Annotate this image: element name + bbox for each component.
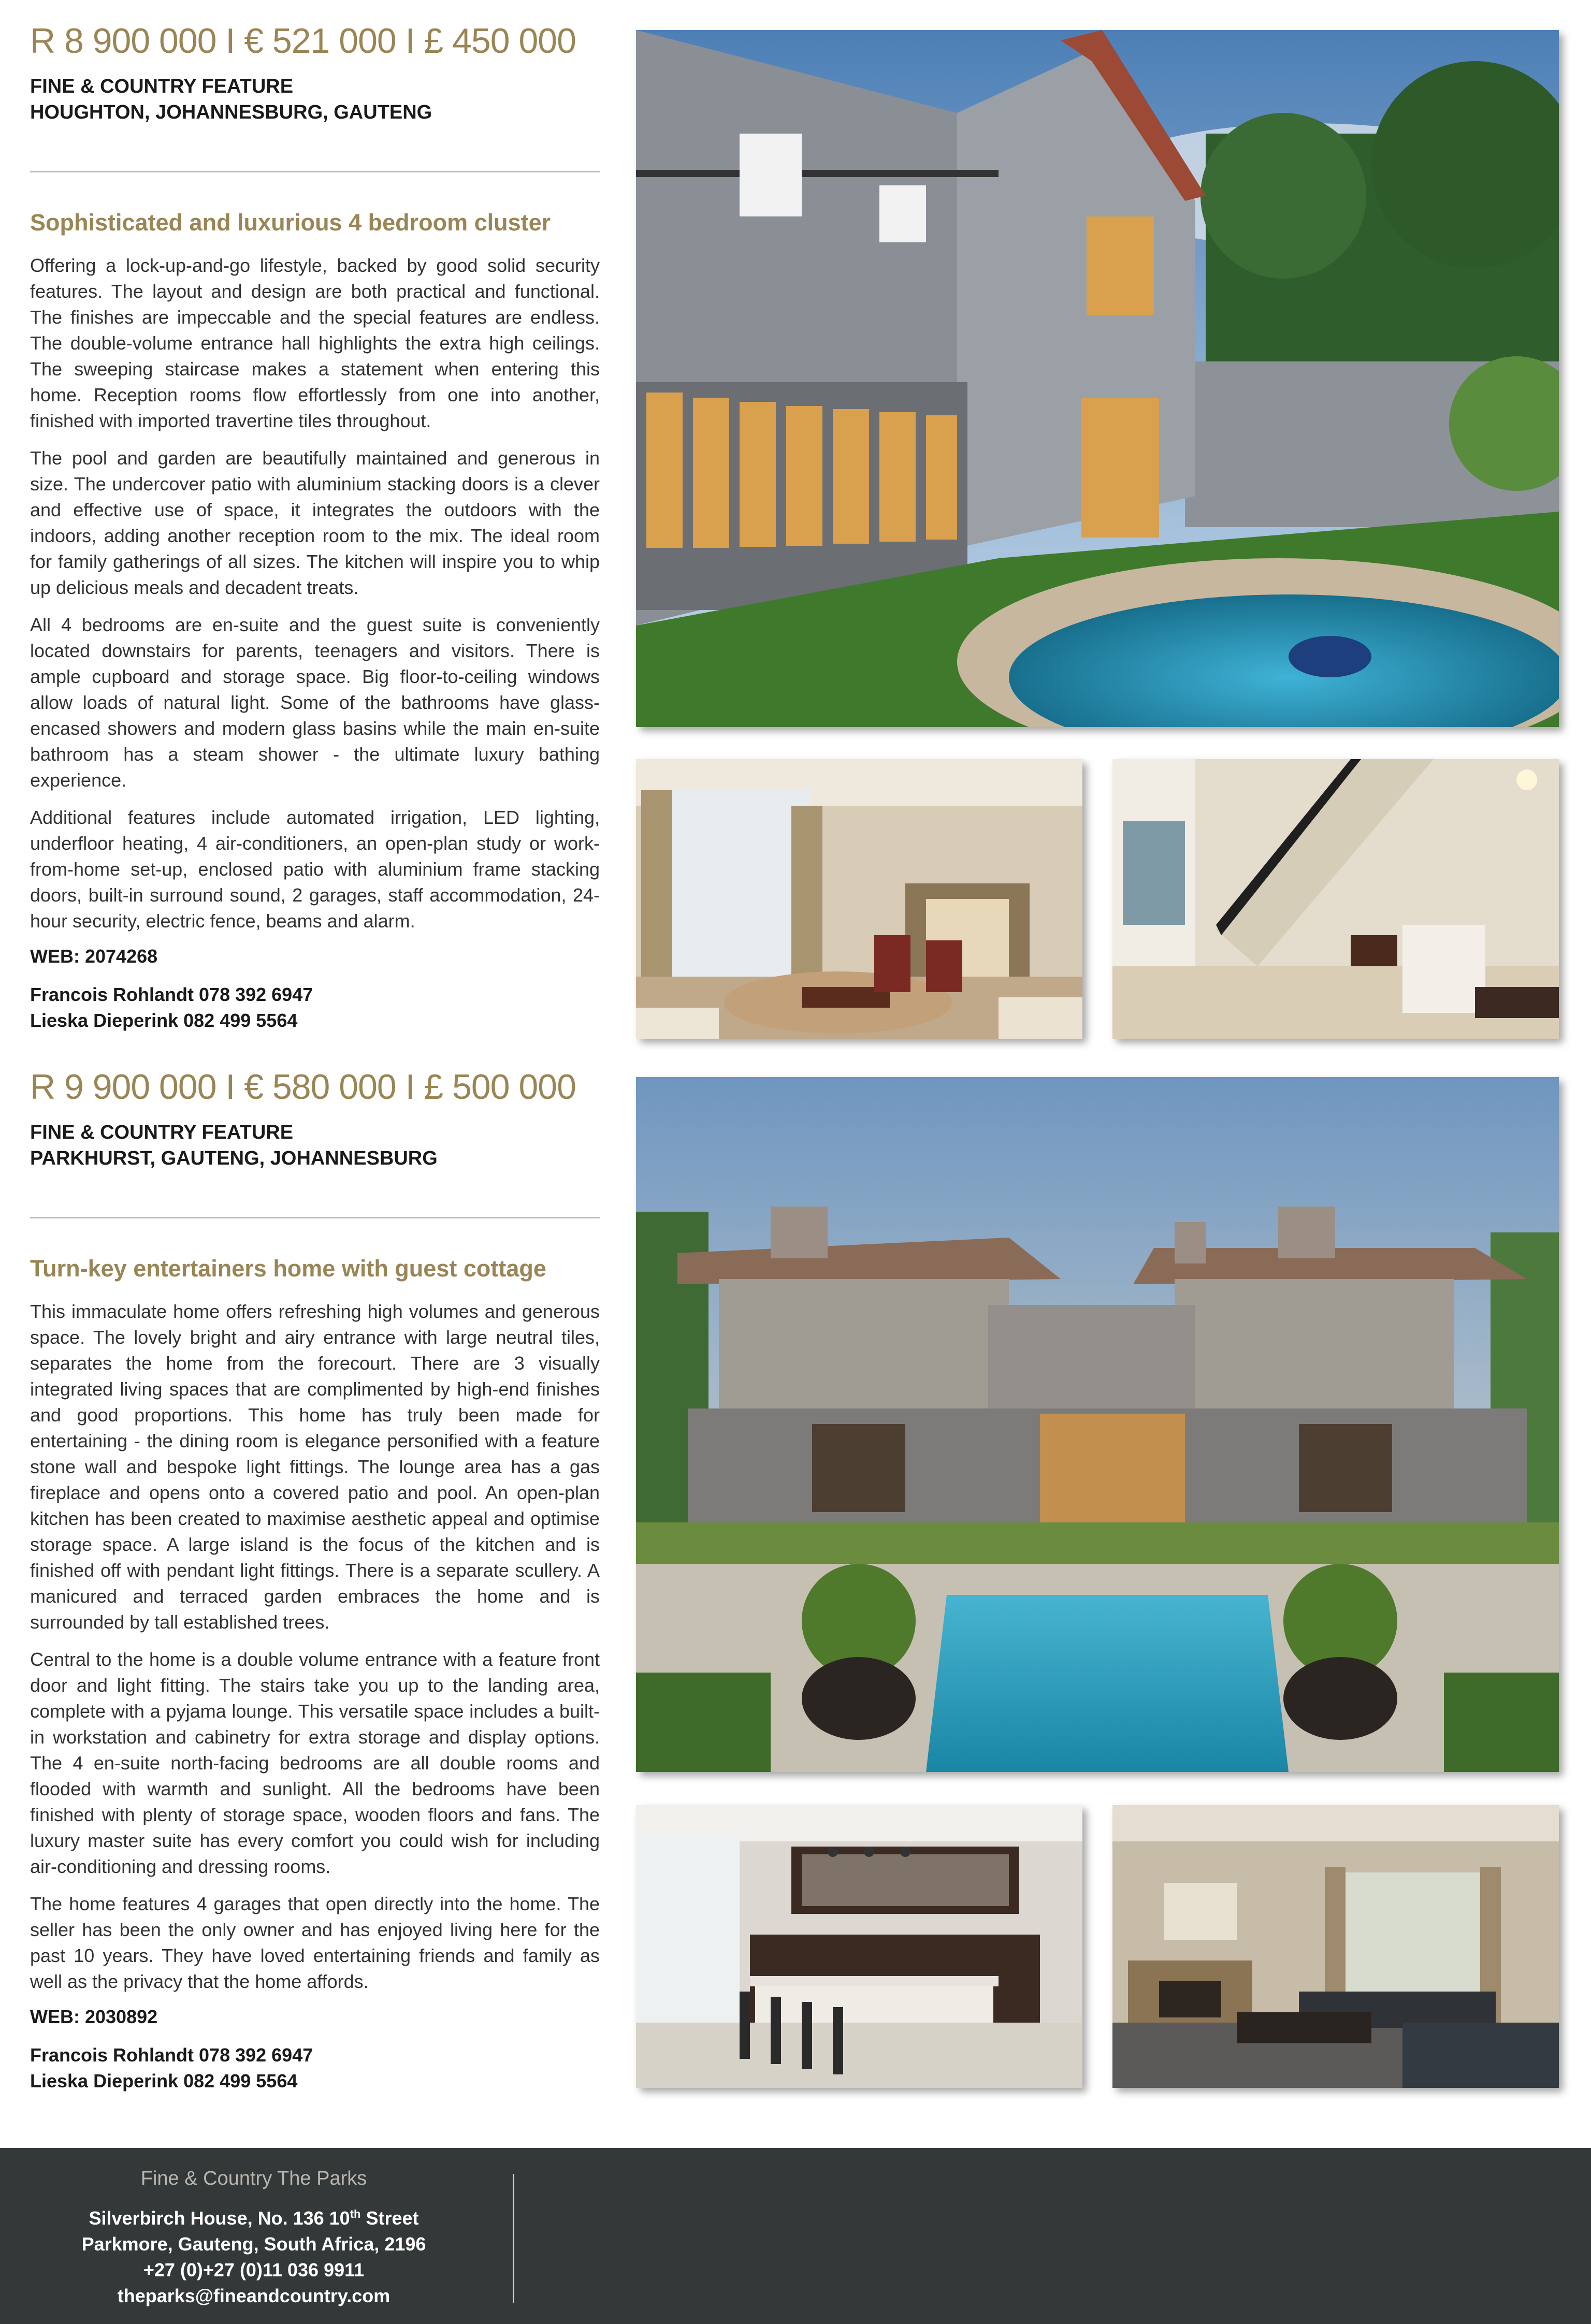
listing-location: PARKHURST, GAUTENG, JOHANNESBURG	[30, 1148, 438, 1169]
listing-description	[30, 1299, 600, 2094]
feature-label: FINE & COUNTRY FEATURE	[30, 1122, 294, 1143]
agent-contact: Lieska Dieperink 082 499 5564	[30, 1010, 298, 1031]
photo-entrance-staircase	[1112, 759, 1559, 1039]
description-paragraph: All 4 bedrooms are en-suite and the guest suite is conveniently located downstairs for parents, teenagers and visitors. There is ample cupboard and storage space. Big floor-to-ceiling windows allow loads of natural light. Some of the bathrooms have glass-encased showers and modern glass basins while the main en-suite bathroom has a steam shower - the ultimate luxury bathing experience.	[30, 614, 600, 791]
listing-price: R 8 900 000 I € 521 000 I £ 450 000	[30, 21, 576, 61]
listing-headline: Sophisticated and luxurious 4 bedroom cluster	[30, 209, 551, 236]
photo-lounge	[1112, 1805, 1559, 2088]
footer	[0, 2148, 1591, 2324]
office-details	[78, 2168, 430, 2309]
description-paragraph: Offering a lock-up-and-go lifestyle, backed by good solid security features. The layout and design are both practical and functional. The finishes are impeccable and the special features are endless. The double-volume entrance hall highlights the extra high ceilings. The sweeping staircase makes a statement when entering this home. Reception rooms flow effortlessly from one into another, finished with imported travertine tiles throughout.	[30, 255, 600, 431]
agent-contact: Francois Rohlandt 078 392 6947	[30, 2044, 313, 2066]
listing-location: HOUGHTON, JOHANNESBURG, GAUTENG	[30, 101, 432, 123]
office-name: Fine & Country The Parks	[140, 2168, 367, 2189]
address-line: Silverbirch House, No. 136 10th Street	[89, 2207, 419, 2229]
agent-contact: Francois Rohlandt 078 392 6947	[30, 984, 313, 1005]
photo-exterior-pool	[636, 30, 1559, 727]
agent-contact: Lieska Dieperink 082 499 5564	[30, 2070, 298, 2091]
description-paragraph: Central to the home is a double volume entrance with a feature front door and light fitting. The stairs take you up to the landing area, complete with a pyjama lounge. This versatile space includes a built-in workstation and cabinetry for extra storage and display options. The 4 en-suite north-facing bedrooms are all double rooms and flooded with warmth and sunlight. All the bedrooms have been finished with plenty of storage space, wooden floors and fans. The luxury master suite has every comfort you could wish for including air-conditioning and dressing rooms.	[30, 1649, 600, 1877]
web-reference: WEB: 2030892	[30, 2006, 158, 2027]
feature-label: FINE & COUNTRY FEATURE	[30, 76, 294, 97]
photo-living-room	[636, 759, 1082, 1039]
listing-price: R 9 900 000 I € 580 000 I £ 500 000	[30, 1067, 576, 1107]
web-reference: WEB: 2074268	[30, 946, 158, 967]
office-email[interactable]: theparks@fineandcountry.com	[117, 2285, 390, 2306]
description-paragraph: This immaculate home offers refreshing high volumes and generous space. The lovely bright and airy entrance with large neutral tiles, separates the home from the forecourt. There are 3 visually integrated living spaces that are complimented by high-end finishes and good proportions. This home has truly been made for entertaining - the dining room is elegance personified with a feature stone wall and bespoke light fittings. The lounge area has a gas fireplace and opens onto a covered patio and pool. An open-plan kitchen has been created to maximise aesthetic appeal and optimise storage space. A large island is the focus of the kitchen and is finished off with pendant light fittings. There is a separate scullery. A manicured and terraced garden embraces the home and is surrounded by tall established trees.	[30, 1301, 600, 1633]
footer-divider	[513, 2174, 514, 2303]
description-paragraph: Additional features include automated irrigation, LED lighting, underfloor heating, 4 air-conditioners, an open-plan study or work-from-home set-up, enclosed patio with aluminium frame stacking doors, built-in surround sound, 2 garages, staff accommodation, 24-hour security, electric fence, beams and alarm.	[30, 807, 600, 932]
address-line: Parkmore, Gauteng, South Africa, 2196	[81, 2233, 426, 2255]
listing-description	[30, 253, 600, 1034]
divider	[30, 1217, 600, 1218]
divider	[30, 171, 600, 172]
description-paragraph: The home features 4 garages that open directly into the home. The seller has been the only owner and has enjoyed living here for the past 10 years. They have loved entertaining friends and family as well as the privacy that the home affords.	[30, 1893, 600, 1992]
photo-exterior-pool	[636, 1077, 1559, 1772]
office-phone: +27 (0)+27 (0)11 036 9911	[143, 2259, 365, 2281]
photo-kitchen	[636, 1805, 1082, 2088]
listing-headline: Turn-key entertainers home with guest cottage	[30, 1255, 546, 1282]
description-paragraph: The pool and garden are beautifully maintained and generous in size. The undercover patio with aluminium stacking doors is a clever and effective use of space, it integrates the outdoors with the indoors, adding another reception room to the mix. The ideal room for family gatherings of all sizes. The kitchen will inspire you to whip up delicious meals and decadent treats.	[30, 447, 600, 598]
